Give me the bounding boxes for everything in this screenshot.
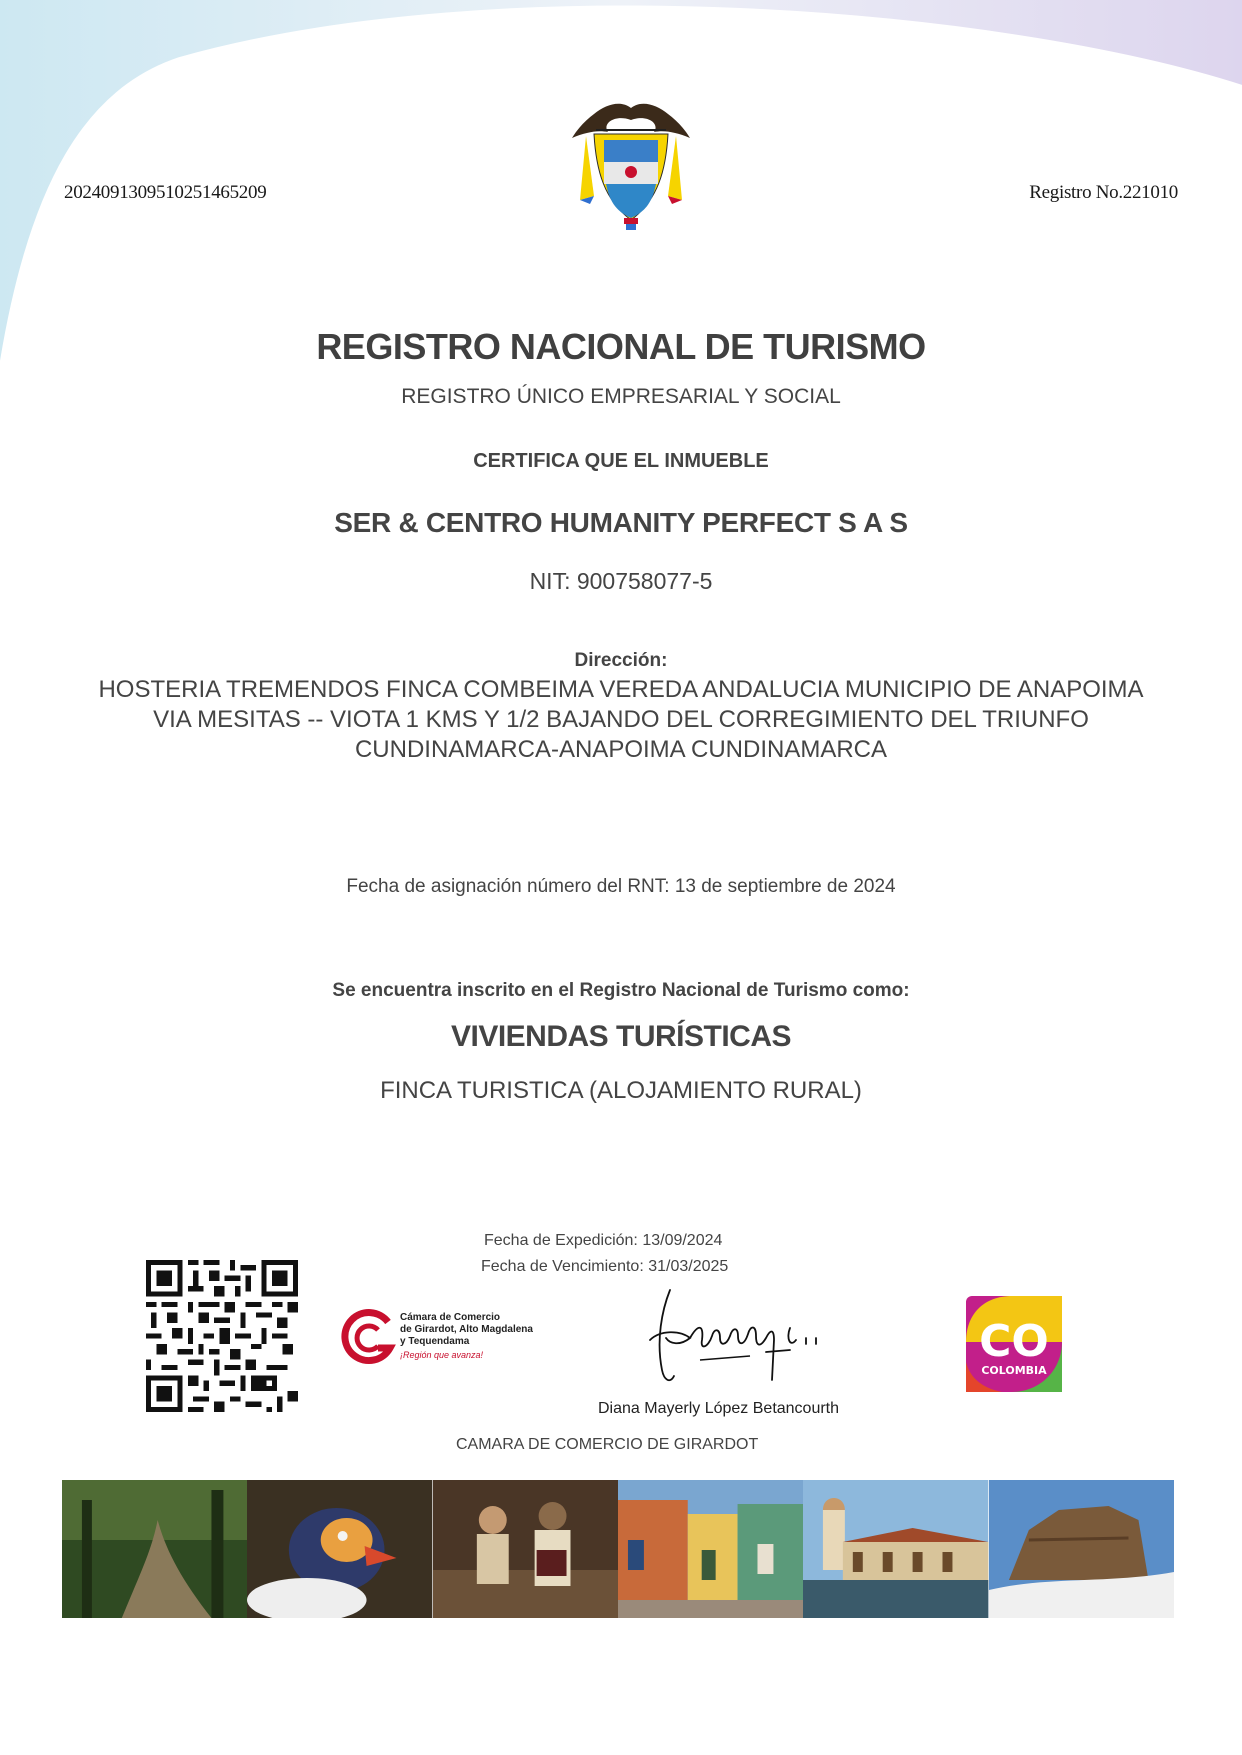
address-line: CUNDINAMARCA-ANAPOIMA CUNDINAMARCA: [354, 736, 888, 763]
camara-comercio-mark-icon: [338, 1308, 396, 1368]
direccion-label: Dirección:: [574, 650, 668, 671]
ccg-tagline: ¡Región que avanza!: [400, 1350, 484, 1360]
certifica-heading: CERTIFICA QUE EL INMUEBLE: [473, 450, 769, 472]
address-line: VIA MESITAS -- VIOTA 1 KMS Y 1/2 BAJANDO DEL CORREGIMIENTO DEL TRIUNFO: [153, 706, 1089, 733]
co-wordmark: COLOMBIA: [981, 1364, 1047, 1377]
photo-colonial-building: [803, 1480, 988, 1618]
tourism-category: VIVIENDAS TURÍSTICAS: [450, 1020, 792, 1053]
address-line: HOSTERIA TREMENDOS FINCA COMBEIMA VEREDA ANDALUCIA MUNICIPIO DE ANAPOIMA: [98, 676, 1144, 703]
ccg-name-line: de Girardot, Alto Magdalena: [400, 1324, 533, 1335]
company-name: SER & CENTRO HUMANITY PERFECT S A S: [334, 507, 908, 538]
coat-of-arms-icon: [566, 100, 696, 240]
colombia-brand-logo: [962, 1292, 1066, 1396]
photo-forest-path: [62, 1480, 247, 1618]
tourism-subcategory: FINCA TURISTICA (ALOJAMIENTO RURAL): [380, 1077, 862, 1104]
registro-number: Registro No.221010: [1029, 182, 1178, 203]
document-id: 20240913095102514652​09: [64, 182, 267, 203]
rnt-assignment-date: Fecha de asignación número del RNT: 13 de septiembre de 2024: [346, 876, 896, 897]
photo-strip: [62, 1480, 1174, 1618]
signer-name: Diana Mayerly López Betancourth: [598, 1400, 840, 1417]
inscrito-label: Se encuentra inscrito en el Registro Nacional de Turismo como:: [332, 980, 910, 1001]
ccg-name-line: y Tequendama: [400, 1336, 470, 1347]
issuing-entity: CAMARA DE COMERCIO DE GIRARDOT: [456, 1436, 759, 1453]
ccg-name-line: Cámara de Comercio: [400, 1312, 501, 1323]
fecha-expedicion: Fecha de Expedición: 13/09/2024: [484, 1232, 723, 1249]
camara-comercio-logo: [338, 1304, 568, 1374]
photo-accordion-musicians: [433, 1480, 618, 1618]
photo-rock-formation: [989, 1480, 1174, 1618]
co-mark: CO: [979, 1316, 1049, 1367]
fecha-vencimiento: Fecha de Vencimiento: 31/03/2025: [481, 1258, 729, 1275]
signature-icon: [640, 1280, 830, 1400]
nit-number: NIT: 900758077-5: [529, 568, 713, 594]
qr-code-icon[interactable]: [146, 1260, 298, 1412]
certificate-subtitle: REGISTRO ÚNICO EMPRESARIAL Y SOCIAL: [401, 385, 841, 408]
photo-condor-bird: [247, 1480, 432, 1618]
photo-colonial-street: [618, 1480, 803, 1618]
certificate-title: REGISTRO NACIONAL DE TURISMO: [316, 326, 926, 367]
